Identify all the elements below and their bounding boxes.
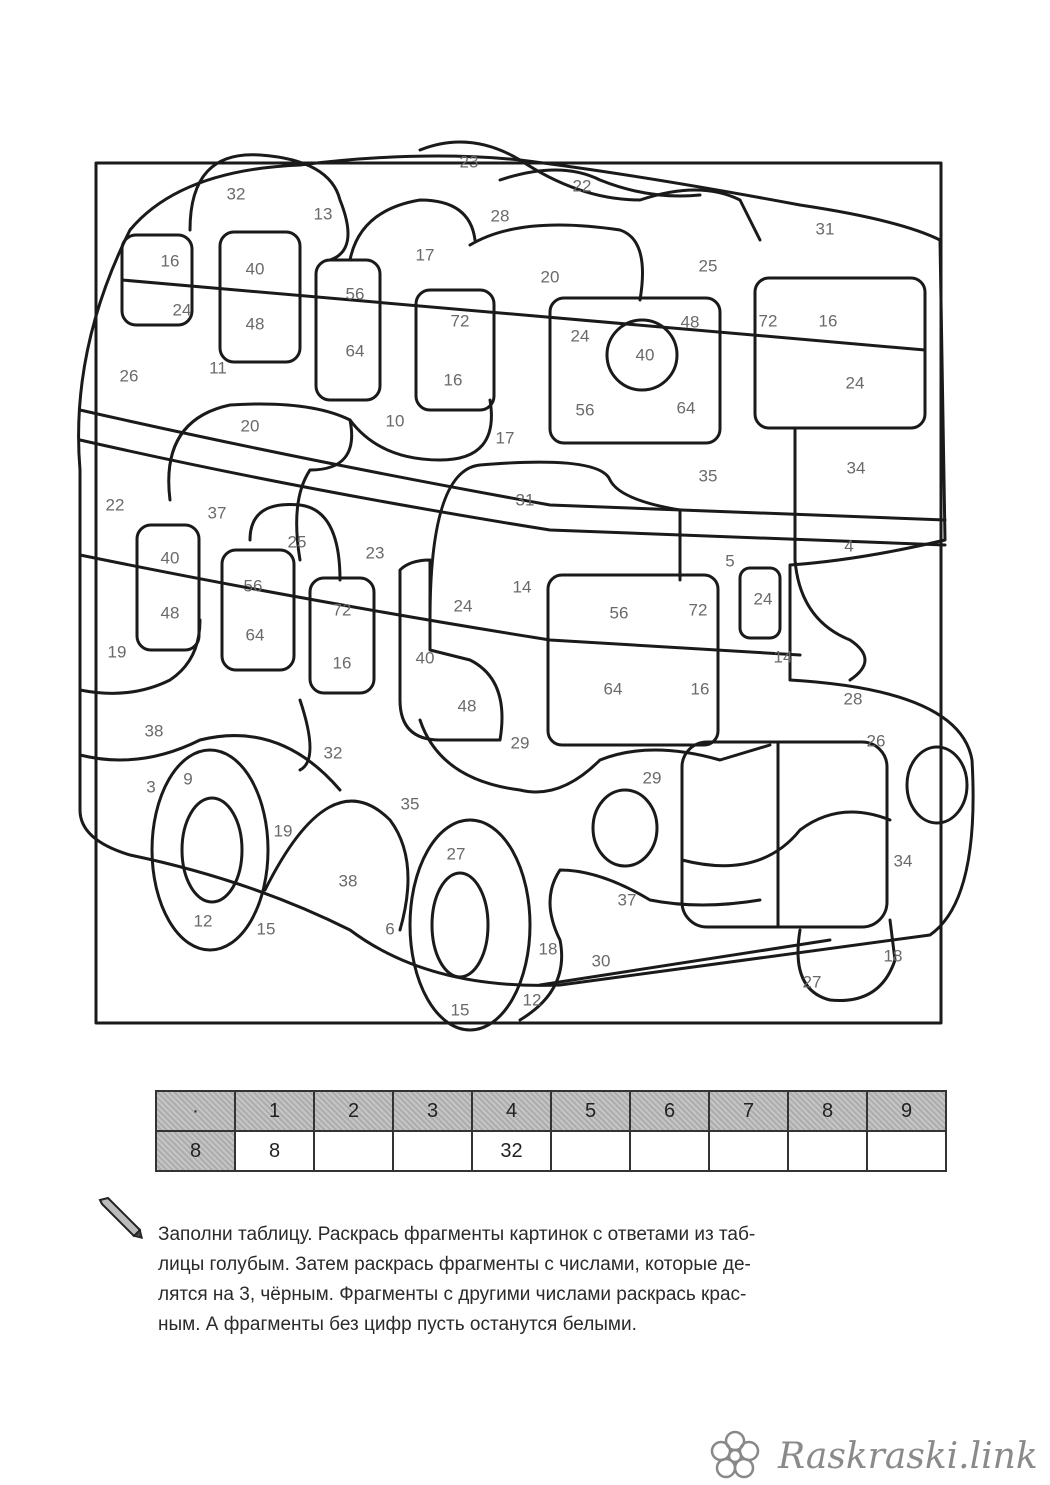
table-header-cell: 1 xyxy=(235,1091,314,1131)
window xyxy=(310,578,374,693)
region-number: 14 xyxy=(512,577,532,597)
region-number: 72 xyxy=(332,600,352,620)
region-number: 18 xyxy=(883,946,903,966)
region-number: 40 xyxy=(415,648,435,668)
region-number: 37 xyxy=(207,503,227,523)
window xyxy=(316,260,380,400)
grille-wave xyxy=(682,812,890,866)
region-number: 23 xyxy=(459,152,479,172)
upper-deck-line2 xyxy=(80,440,945,545)
region-number: 25 xyxy=(287,532,307,552)
region-number: 29 xyxy=(510,733,530,753)
region-number: 17 xyxy=(415,245,435,265)
window xyxy=(755,278,925,428)
region-number: 16 xyxy=(332,653,352,673)
region-number: 6 xyxy=(385,919,395,939)
region-number: 24 xyxy=(453,596,473,616)
table-header-row xyxy=(156,1091,946,1131)
table-answer-cell[interactable] xyxy=(551,1131,630,1171)
region-number: 11 xyxy=(209,358,227,378)
region-number: 64 xyxy=(603,679,623,699)
region-number: 72 xyxy=(688,600,708,620)
region-number: 48 xyxy=(680,312,700,332)
table-answer-cell[interactable] xyxy=(788,1131,867,1171)
headlight xyxy=(907,747,967,823)
table-answer-cell[interactable]: 32 xyxy=(472,1131,551,1171)
region-number: 15 xyxy=(450,1000,470,1020)
table-answer-cell[interactable] xyxy=(709,1131,788,1171)
region-number: 48 xyxy=(245,314,265,334)
region-number: 16 xyxy=(818,311,838,331)
region-number: 12 xyxy=(193,911,213,931)
region-number: 16 xyxy=(443,370,463,390)
answer-table xyxy=(155,1090,947,1172)
region-number: 4 xyxy=(844,536,854,556)
region-number: 32 xyxy=(323,743,343,763)
table-answer-cell[interactable]: 8 xyxy=(156,1131,235,1171)
table-answer-cell[interactable]: 8 xyxy=(235,1131,314,1171)
table-answer-cell[interactable] xyxy=(867,1131,946,1171)
region-number: 17 xyxy=(495,428,515,448)
lower-line xyxy=(80,620,200,693)
region-number: 24 xyxy=(570,326,590,346)
window xyxy=(220,232,300,362)
watermark xyxy=(700,1430,1038,1482)
pencil-icon xyxy=(96,1196,146,1240)
region-number: 72 xyxy=(450,311,470,331)
region-number: 19 xyxy=(107,642,127,662)
table-header-cell: 4 xyxy=(472,1091,551,1131)
region-number: 20 xyxy=(540,267,560,287)
table-header-cell: 5 xyxy=(551,1091,630,1131)
region-number: 16 xyxy=(690,679,710,699)
headlight xyxy=(593,790,657,866)
instructions-line: Заполни таблицу. Раскрась фрагменты картинок с ответами из таб- xyxy=(158,1224,756,1245)
region-number: 56 xyxy=(345,284,365,304)
table-answer-row xyxy=(156,1131,946,1171)
body-curve xyxy=(540,940,830,985)
swoosh xyxy=(169,404,352,560)
window-divider xyxy=(122,280,925,350)
region-number: 3 xyxy=(146,777,156,797)
region-number: 13 xyxy=(313,204,333,224)
table-answer-cell[interactable] xyxy=(630,1131,709,1171)
table-answer-cell[interactable] xyxy=(393,1131,472,1171)
table-header-cell: 8 xyxy=(788,1091,867,1131)
region-number: 40 xyxy=(245,259,265,279)
wheel-inner xyxy=(182,798,242,902)
region-number: 31 xyxy=(815,219,835,239)
region-number: 64 xyxy=(245,625,265,645)
region-number: 28 xyxy=(843,689,863,709)
instructions-line: ным. А фрагменты без цифр пусть останутся белыми. xyxy=(158,1314,637,1335)
table-answer-cell[interactable] xyxy=(314,1131,393,1171)
grille xyxy=(682,742,887,927)
region-number: 18 xyxy=(538,939,558,959)
region-number: 64 xyxy=(345,341,365,361)
region-number: 56 xyxy=(575,400,595,420)
region-number: 9 xyxy=(183,769,193,789)
region-number: 40 xyxy=(635,345,655,365)
region-number: 31 xyxy=(515,490,535,510)
region-number: 64 xyxy=(676,398,696,418)
watermark-text: Raskraski.link xyxy=(778,1435,1038,1477)
wheel-inner xyxy=(432,873,488,977)
region-number: 34 xyxy=(846,458,866,478)
region-number: 25 xyxy=(698,256,718,276)
region-number: 40 xyxy=(160,548,180,568)
region-number: 30 xyxy=(591,951,611,971)
region-number: 22 xyxy=(572,176,592,196)
region-number: 20 xyxy=(240,416,260,436)
region-number: 37 xyxy=(617,890,637,910)
swoosh xyxy=(350,200,475,260)
instructions-line: лицы голубым. Затем раскрась фрагменты с числами, которые де- xyxy=(158,1254,751,1275)
bus-body xyxy=(79,156,974,985)
region-number: 29 xyxy=(642,768,662,788)
region-number: 23 xyxy=(365,543,385,563)
region-number: 38 xyxy=(144,721,164,741)
region-number: 35 xyxy=(400,794,420,814)
table-header-cell: 2 xyxy=(314,1091,393,1131)
region-number: 16 xyxy=(160,251,180,271)
window xyxy=(222,550,294,670)
table-header-cell: · xyxy=(156,1091,235,1131)
region-number: 19 xyxy=(273,821,293,841)
table-header-cell: 3 xyxy=(393,1091,472,1131)
body-curve xyxy=(265,801,408,930)
region-number: 48 xyxy=(457,696,477,716)
table-header-cell: 6 xyxy=(630,1091,709,1131)
swoosh xyxy=(470,225,643,300)
instructions-line: лятся на 3, чёрным. Фрагменты с другими числами раскрась крас- xyxy=(158,1284,747,1305)
region-number: 35 xyxy=(698,466,718,486)
region-number: 24 xyxy=(172,300,192,320)
region-number: 28 xyxy=(490,206,510,226)
region-number: 27 xyxy=(802,972,822,992)
body-curve xyxy=(80,736,340,790)
flower-icon xyxy=(700,1430,770,1482)
region-number: 56 xyxy=(243,576,263,596)
wheel xyxy=(410,820,530,1030)
region-number: 12 xyxy=(522,990,542,1010)
region-number: 34 xyxy=(893,851,913,871)
region-number: 10 xyxy=(385,411,405,431)
region-number: 38 xyxy=(338,871,358,891)
region-number: 27 xyxy=(446,844,466,864)
region-number: 5 xyxy=(725,551,735,571)
table-header-cell: 9 xyxy=(867,1091,946,1131)
table-header-cell: 7 xyxy=(709,1091,788,1131)
region-number: 48 xyxy=(160,603,180,623)
region-number: 24 xyxy=(845,373,865,393)
region-number: 26 xyxy=(119,366,139,386)
region-number: 14 xyxy=(773,647,793,667)
region-number: 32 xyxy=(226,184,246,204)
region-number: 24 xyxy=(753,589,773,609)
region-number: 26 xyxy=(866,731,886,751)
region-number: 72 xyxy=(758,311,778,331)
instructions-text xyxy=(158,1220,958,1340)
window xyxy=(137,525,199,650)
region-number: 56 xyxy=(609,603,629,623)
region-number: 22 xyxy=(105,495,125,515)
region-number: 15 xyxy=(256,919,276,939)
